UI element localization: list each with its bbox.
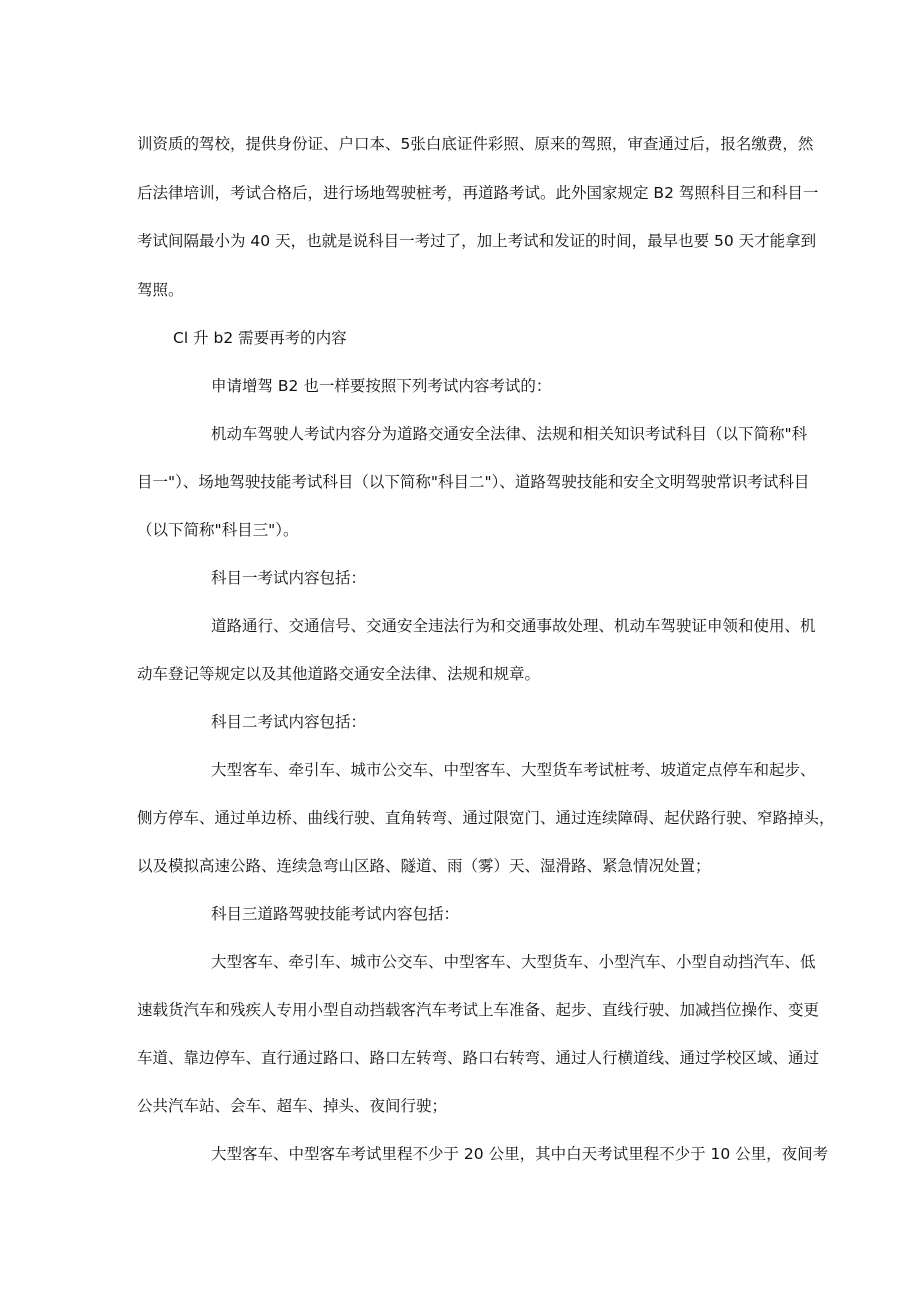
text-line: 侧方停车、通过单边桥、曲线行驶、直角转弯、通过限宽门、通过连续障碍、起伏路行驶、窄路掉头，	[137, 809, 835, 827]
text-line: 训资质的驾校，提供身份证、户口本、5张白底证件彩照、原来的驾照，审查通过后，报名缴费，然	[137, 135, 814, 153]
subheading: 科目一考试内容包括：	[211, 569, 367, 587]
paragraph-line: 大型客车、中型客车考试里程不少于 20 公里，其中白天考试里程不少于 10 公里，夜间考	[211, 1145, 829, 1163]
subheading: 科目三道路驾驶技能考试内容包括：	[211, 905, 460, 923]
paragraph-line: 申请增驾 B2 也一样要按照下列考试内容考试的：	[211, 377, 552, 395]
text-line: 公共汽车站、会车、超车、掉头、夜间行驶；	[137, 1097, 448, 1115]
text-line: 动车登记等规定以及其他道路交通安全法律、法规和规章。	[137, 665, 541, 683]
text-line: 考试间隔最小为 40 天，也就是说科目一考过了，加上考试和发证的时间，最早也要 50 天才能拿到	[137, 232, 817, 250]
text-line: 目一"）、场地驾驶技能考试科目（以下简称"科目二"）、道路驾驶技能和安全文明驾驶常识考试科目	[137, 473, 810, 491]
text-line: 车道、靠边停车、直行通过路口、路口左转弯、路口右转弯、通过人行横道线、通过学校区域、通过	[137, 1049, 820, 1067]
paragraph-line: 道路通行、交通信号、交通安全违法行为和交通事故处理、机动车驾驶证申领和使用、机	[211, 617, 816, 635]
subheading: 科目二考试内容包括：	[211, 713, 367, 731]
paragraph-line: 大型客车、牵引车、城市公交车、中型客车、大型货车、小型汽车、小型自动挡汽车、低	[211, 953, 816, 971]
text-line: （以下简称"科目三"）。	[137, 521, 299, 539]
text-line: 速载货汽车和残疾人专用小型自动挡载客汽车考试上车准备、起步、直线行驶、加减挡位操作、变更	[137, 1001, 820, 1019]
paragraph-line: 机动车驾驶人考试内容分为道路交通安全法律、法规和相关知识考试科目（以下简称"科	[211, 425, 808, 443]
text-line: 以及模拟高速公路、连续急弯山区路、隧道、雨（雾）天、湿滑路、紧急情况处置；	[137, 857, 711, 875]
text-line: 驾照。	[137, 281, 184, 299]
text-line: 后法律培训，考试合格后，进行场地驾驶桩考，再道路考试。此外国家规定 B2 驾照科目三和科目一	[137, 184, 819, 202]
section-heading: Cl 升 b2 需要再考的内容	[173, 329, 347, 347]
paragraph-line: 大型客车、牵引车、城市公交车、中型客车、大型货车考试桩考、坡道定点停车和起步、	[211, 761, 816, 779]
